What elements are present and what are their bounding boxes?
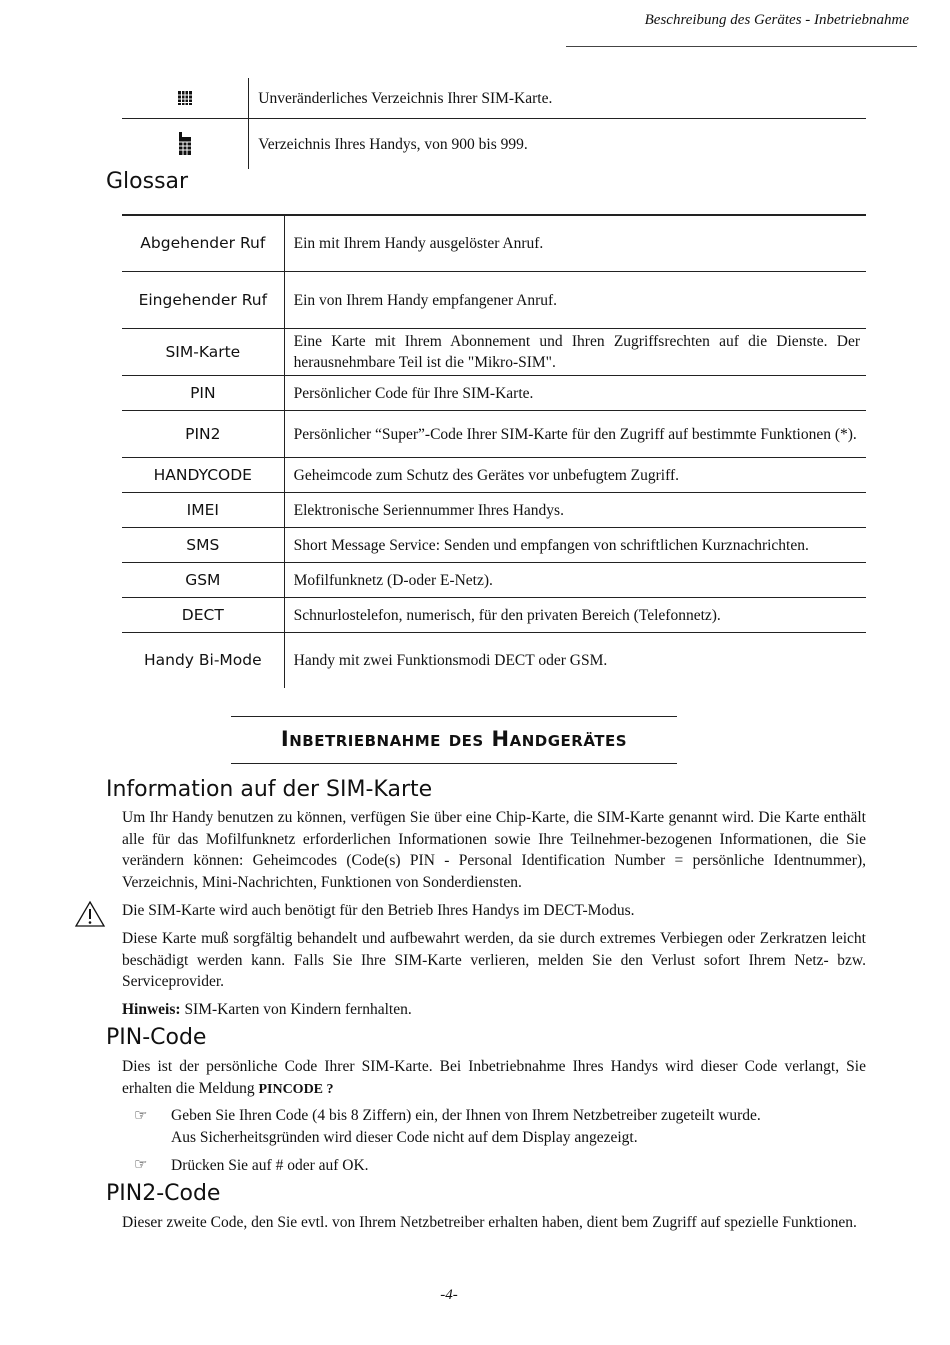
glossary-row — [122, 376, 866, 411]
pin-step-1-line-2: Aus Sicherheitsgründen wird dieser Code nicht auf dem Display angezeigt. — [171, 1128, 638, 1146]
glossary-heading: Glossar — [106, 169, 189, 194]
icon-row-text: Verzeichnis Ihres Handys, von 900 bis 999. — [258, 135, 528, 153]
glossary-row — [122, 598, 866, 633]
pointing-hand-icon: ☞ — [134, 1157, 148, 1173]
glossary-row — [122, 528, 866, 563]
glossary-table — [122, 214, 866, 688]
glossary-definition: Handy mit zwei Funktionsmodi DECT oder GSM. — [284, 633, 866, 689]
glossary-definition: Ein mit Ihrem Handy ausgelöster Anruf. — [293, 235, 544, 252]
glossary-definition: Persönlicher Code für Ihre SIM-Karte. — [284, 376, 866, 411]
glossary-definition: Geheimcode zum Schutz des Gerätes vor unbefugtem Zugriff. — [284, 458, 866, 493]
running-header — [566, 10, 917, 47]
warning-icon — [74, 900, 106, 928]
icon-row — [122, 78, 866, 119]
glossary-term: PIN2 — [122, 411, 284, 458]
note-paragraph — [122, 999, 866, 1021]
icon-row — [122, 119, 866, 170]
warning-text: Die SIM-Karte wird auch benötigt für den Betrieb Ihres Handys im DECT-Modus. — [122, 902, 635, 919]
section-title: Inbetriebnahme des Handgerätes — [231, 716, 677, 764]
glossary-term: HANDYCODE — [122, 458, 284, 493]
sim-directory-icon — [177, 90, 193, 106]
pin-heading: PIN-Code — [106, 1025, 207, 1050]
pin2-heading: PIN2-Code — [106, 1181, 221, 1206]
glossary-definition: Persönlicher “Super”-Code Ihrer SIM-Karte für den Zugriff auf bestimmte Funktionen (*). — [284, 411, 866, 458]
glossary-row — [122, 563, 866, 598]
pin2-paragraph: Dieser zweite Code, den Sie evtl. von Ihrem Netzbetreiber erhalten haben, dient bem Zugriff auf spezielle Funktionen. — [122, 1214, 857, 1231]
glossary-term: Abgehender Ruf — [122, 215, 284, 272]
glossary-row — [122, 411, 866, 458]
pin-step-2: Drücken Sie auf # oder auf OK. — [171, 1157, 369, 1174]
directory-icon-table — [122, 78, 866, 169]
glossary-row — [122, 458, 866, 493]
pincode-message: PINCODE ? — [258, 1081, 334, 1097]
pin-step-1-line-1: Geben Sie Ihren Code (4 bis 8 Ziffern) ein, der Ihnen von Ihrem Netzbetreiber zugeteilt wurde. — [171, 1107, 761, 1124]
phone-directory-icon — [178, 132, 192, 156]
glossary-term: SMS — [122, 528, 284, 563]
sim-paragraph: Um Ihr Handy benutzen zu können, verfügen Sie über eine Chip-Karte, die SIM-Karte genannt wird. Die Karte enthält alle für das Mofilfunknetz erforderlichen Informationen sowie Ihre Teilnehmer-bezogenen Informationen, die Sie verändern können: Geheimcodes (Code(s) PIN - Personal Identification Number = persönliche Identnummer), Verzeichnis, Mini-Nachrichten, Funktionen von Sonderdiensten. — [122, 809, 866, 891]
pin-paragraph-text: Dies ist der persönliche Code Ihrer SIM-Karte. Bei Inbetriebnahme Ihres Handys wird dieser Code verlangt, Sie erhalten die Meldung — [122, 1058, 866, 1097]
glossary-row — [122, 493, 866, 528]
glossary-row — [122, 272, 866, 329]
glossary-definition: Short Message Service: Senden und empfangen von schriftlichen Kurznachrichten. — [284, 528, 866, 563]
glossary-term: Eingehender Ruf — [122, 272, 284, 329]
icon-row-text: Unveränderliches Verzeichnis Ihrer SIM-Karte. — [249, 78, 866, 119]
glossary-definition: Schnurlostelefon, numerisch, für den privaten Bereich (Telefonnetz). — [284, 598, 866, 633]
glossary-row — [122, 329, 866, 376]
note-text: SIM-Karten von Kindern fernhalten. — [180, 1001, 412, 1018]
glossary-term: DECT — [122, 598, 284, 633]
running-header-title: Beschreibung des Gerätes - Inbetriebnahme — [644, 12, 909, 28]
glossary-term: SIM-Karte — [122, 329, 284, 376]
page-number: -4- — [440, 1287, 458, 1303]
glossary-definition: Ein von Ihrem Handy empfangener Anruf. — [284, 272, 866, 329]
pin-step-1 — [171, 1105, 866, 1148]
sim-heading: Information auf der SIM-Karte — [106, 777, 433, 802]
glossary-definition: Eine Karte mit Ihrem Abonnement und Ihren Zugriffsrechten auf die Dienste. Der herausnehmbare Teil ist die "Mikro-SIM". — [284, 329, 866, 376]
note-label: Hinweis: — [122, 1001, 181, 1018]
glossary-term: PIN — [122, 376, 284, 411]
pointing-hand-icon: ☞ — [134, 1108, 148, 1124]
glossary-definition: Mofilfunknetz (D-oder E-Netz). — [284, 563, 866, 598]
pin-paragraph — [122, 1056, 866, 1100]
glossary-row — [122, 215, 866, 272]
glossary-definition: Elektronische Seriennummer Ihres Handys. — [284, 493, 866, 528]
glossary-term: Handy Bi-Mode — [122, 633, 284, 689]
glossary-row — [122, 633, 866, 689]
sim-care-paragraph: Diese Karte muß sorgfältig behandelt und aufbewahrt werden, da sie durch extremes Verbiegen oder Zerkratzen leicht beschädigt werden kann. Falls Sie Ihre SIM-Karte verlieren, melden Sie den Verlust sofort Ihrem Netz- bzw. Serviceprovider. — [122, 930, 866, 990]
glossary-term: IMEI — [122, 493, 284, 528]
glossary-term: GSM — [122, 563, 284, 598]
